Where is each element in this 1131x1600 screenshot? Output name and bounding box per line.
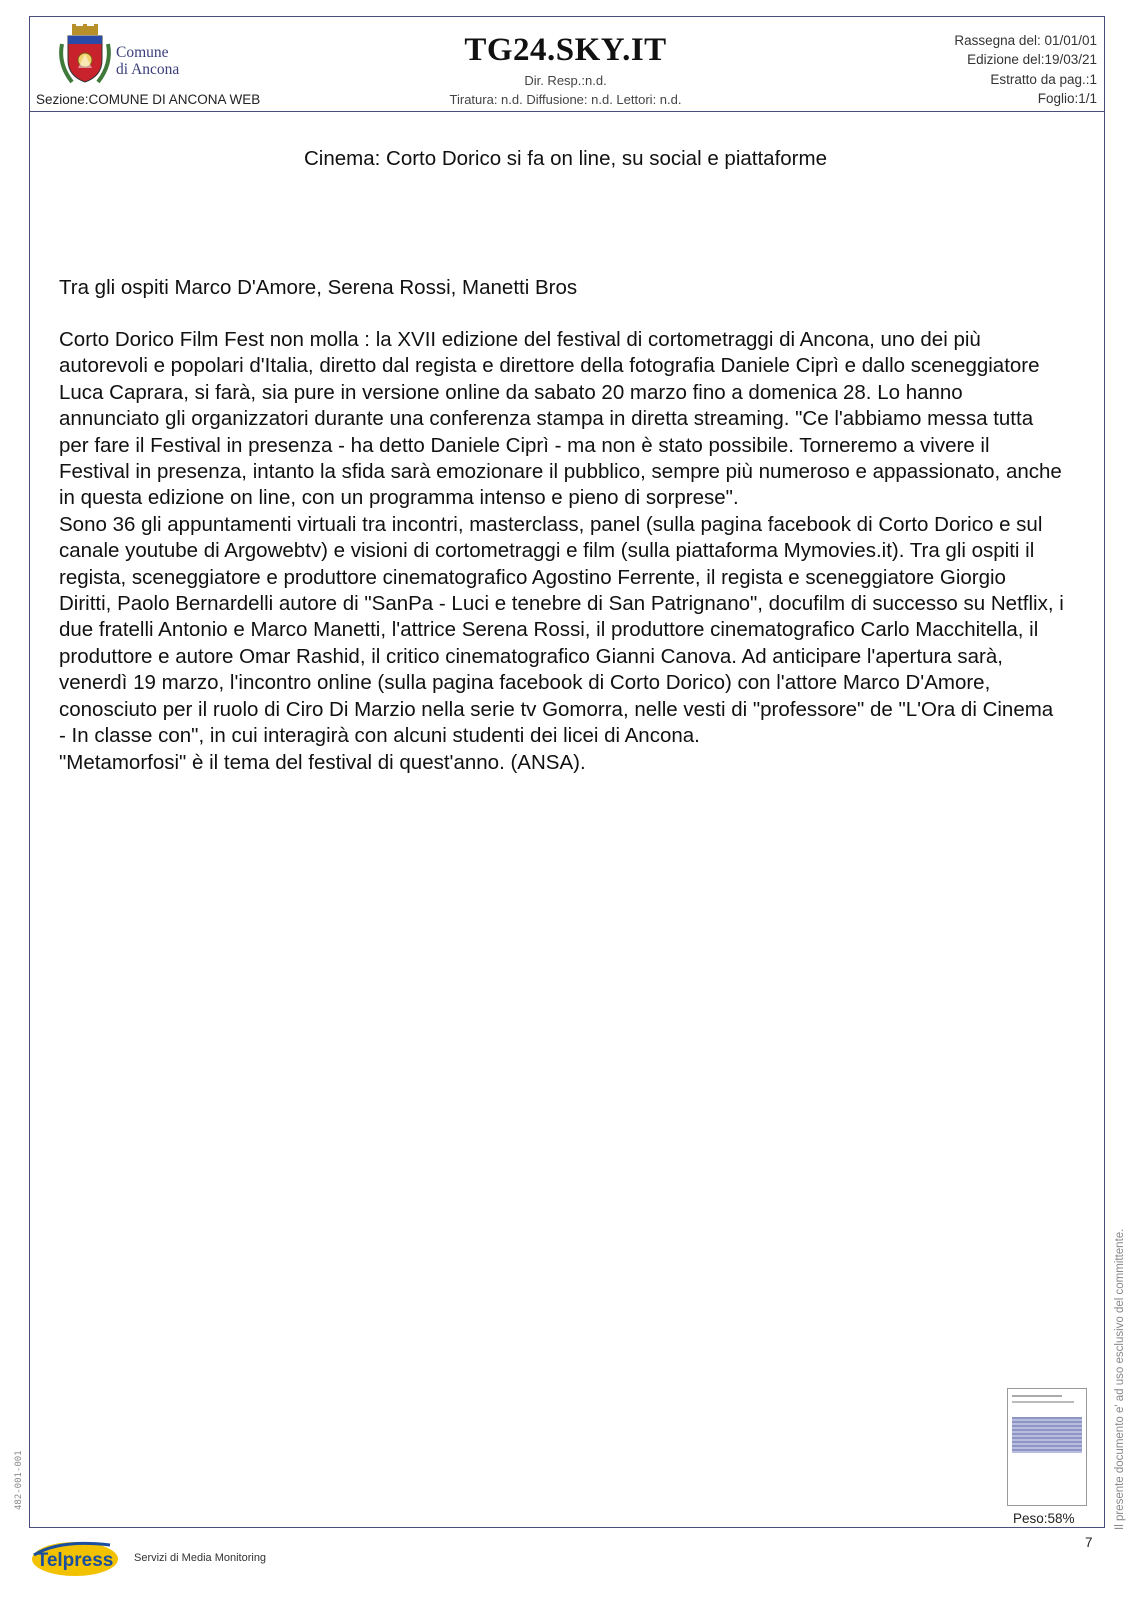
logo-text-line1: Comune (116, 44, 169, 61)
header-divider (29, 111, 1105, 112)
page-number: 7 (1085, 1535, 1093, 1550)
article-title: Cinema: Corto Dorico si fa on line, su social e piattaforme (304, 147, 827, 170)
article-paragraph: Corto Dorico Film Fest non molla : la XVII edizione del festival di cortometraggi di Ancona, uno dei più autorevoli e popolari d'Italia, diretto dal regista e direttore della fotografia Daniele Ciprì e dallo sceneggiatore Luca Caprara, si farà, sia pure in versione online da sabato 20 marzo fino a domenica 28. Lo hanno annunciato gli organizzatori durante una conferenza stampa in diretta streaming. "Ce l'abbiamo messa tutta per fare il Festival in presenza - ha detto Daniele Ciprì - ma non è stato possibile. Torneremo a vivere il Festival in presenza, intanto la sfida sarà emozionare il pubblico, sempre più numeroso e appassionato, anche in questa edizione on line, con un programma intenso e pieno di sorprese". (59, 328, 1062, 510)
thumbnail-subtitle-line (1012, 1401, 1074, 1403)
document-code: 482-001-001 (14, 1450, 24, 1510)
extract-page: Estratto da pag.:1 (990, 72, 1097, 87)
logo-text-line2: di Ancona (116, 61, 180, 78)
telpress-logo-icon (30, 1537, 120, 1579)
brand-tagline: Servizi di Media Monitoring (134, 1552, 267, 1564)
review-date: Rassegna del: 01/01/01 (954, 33, 1097, 48)
circulation-info: Tiratura: n.d. Diffusione: n.d. Lettori: n.d. (449, 92, 682, 107)
section-label: Sezione:COMUNE DI ANCONA WEB (36, 92, 261, 107)
brand-name: Telpress (36, 1550, 114, 1571)
thumbnail-text-block (1012, 1417, 1082, 1453)
article-paragraph: "Metamorfosi" è il tema del festival di quest'anno. (ANSA). (59, 750, 586, 774)
publication-masthead: TG24.SKY.IT (464, 32, 667, 68)
article-body (59, 327, 1064, 776)
thumbnail-title-line (1012, 1395, 1062, 1397)
edition-date: Edizione del:19/03/21 (967, 52, 1097, 67)
director-info: Dir. Resp.:n.d. (524, 73, 607, 88)
article-paragraph: Sono 36 gli appuntamenti virtuali tra incontri, masterclass, panel (sulla pagina facebook di Corto Dorico e sul canale youtube di Argowebtv) e visioni di cortometraggi e film (sulla piattaforma Mymovies.it). Tra gli ospiti il regista, sceneggiatore e produttore cinematografico Agostino Ferrente, il regista e sceneggiatore Giorgio Diritti, Paolo Bernardelli autore di "SanPa - Luci e tenebre di San Patrignano", docufilm di successo su Netflix, i due fratelli Antonio e Marco Manetti, l'attrice Serena Rossi, il produttore cinematografico Carlo Macchitella, il produttore e autore Omar Rashid, il critico cinematografico Gianni Canova. Ad anticipare l'apertura sarà, venerdì 19 marzo, l'incontro online (sulla pagina facebook di Corto Dorico) con l'attore Marco D'Amore, conosciuto per il ruolo di Ciro Di Marzio nella serie tv Gomorra, nelle vesti di "professore" de "L'Ora di Cinema - In classe con", in cui interagirà con alcuni studenti dei licei di Ancona. (59, 512, 1064, 748)
page-thumbnail (1007, 1388, 1087, 1506)
usage-disclaimer: Il presente documento e' ad uso esclusivo del committente. (1114, 1228, 1126, 1530)
article-weight: Peso:58% (1013, 1511, 1075, 1526)
sheet-number: Foglio:1/1 (1037, 91, 1097, 106)
article-subtitle: Tra gli ospiti Marco D'Amore, Serena Rossi, Manetti Bros (59, 276, 578, 299)
